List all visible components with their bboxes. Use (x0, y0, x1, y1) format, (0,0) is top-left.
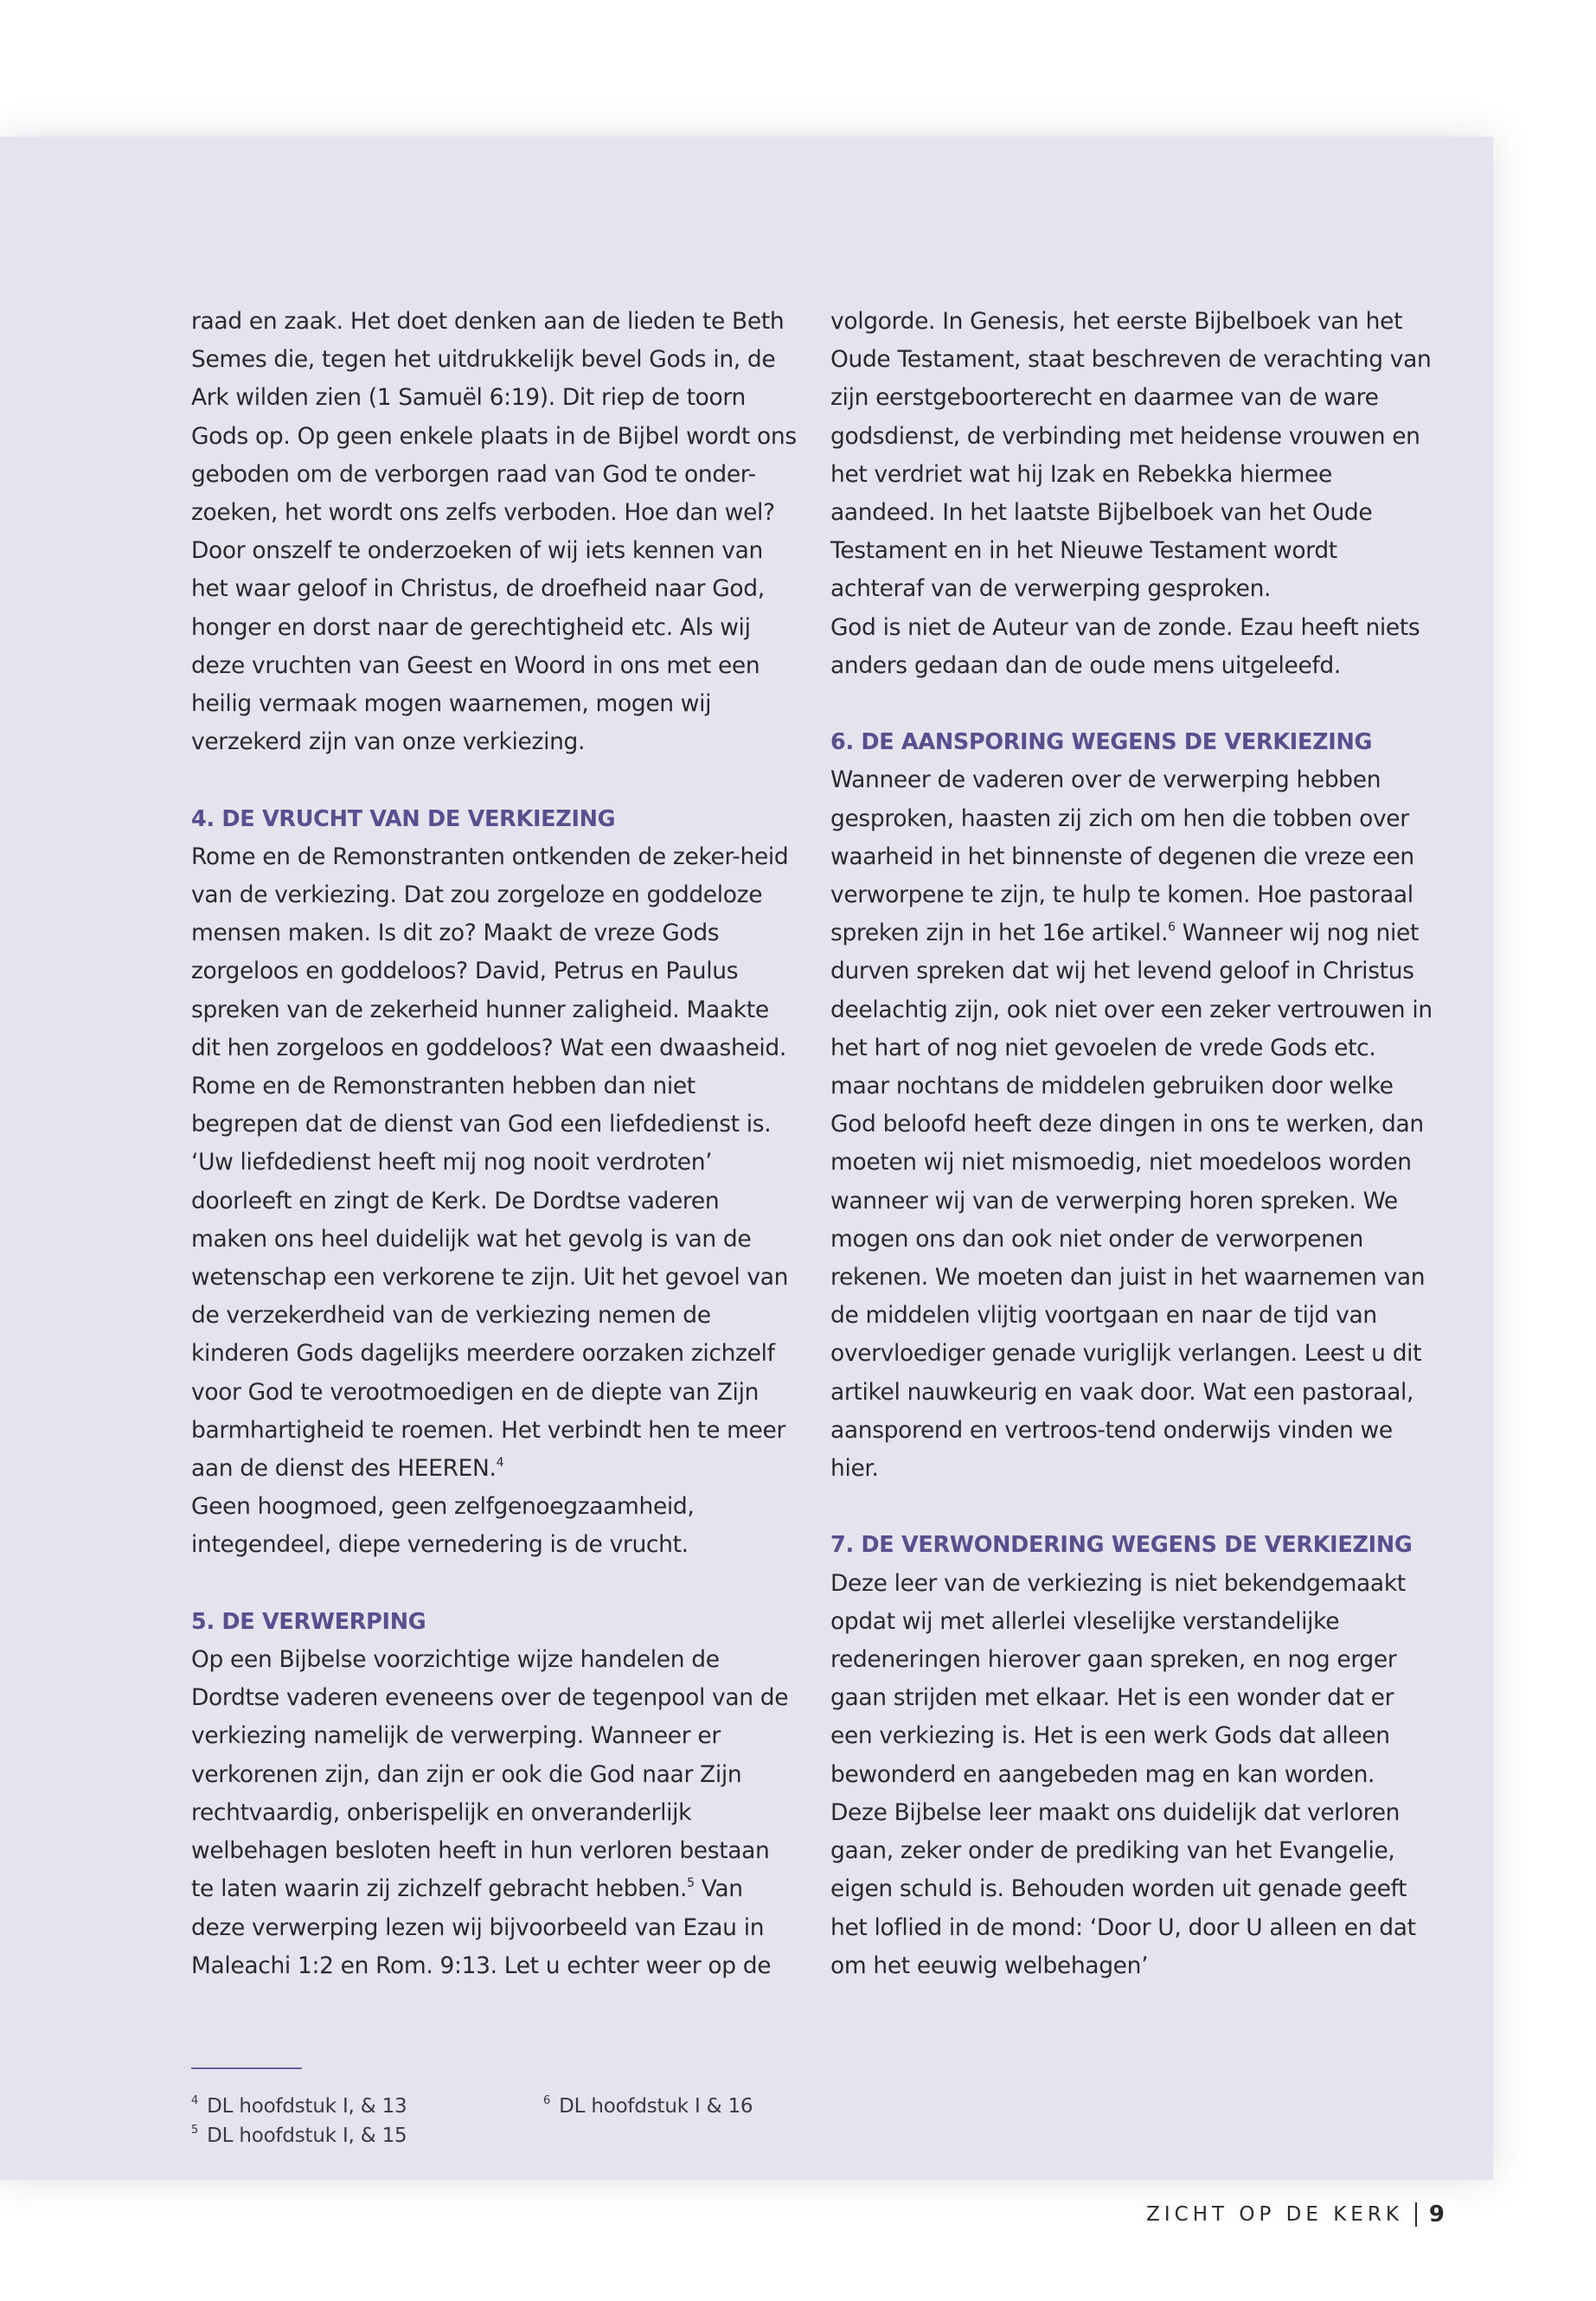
paragraph-god: God is niet de Auteur van de zonde. Ezau heeft niets anders gedaan dan de oude mens uitgeleefd. (830, 613, 1420, 679)
page-footer (1146, 2199, 1445, 2230)
footnote-5 (191, 2121, 407, 2150)
footnote-number: 5 (191, 2124, 199, 2137)
heading-7: 7. DE VERWONDERING WEGENS DE VERKIEZING (830, 1532, 1413, 1559)
footnote-number: 6 (543, 2094, 551, 2107)
footnote-ref-4[interactable]: 4 (496, 1456, 504, 1471)
footnote-text: DL hoofdstuk I, & 15 (207, 2125, 407, 2147)
paragraph-4 (191, 838, 797, 1488)
publication-name: ZICHT OP DE KERK (1146, 2203, 1403, 2226)
footnote-ref-5[interactable]: 5 (687, 1876, 695, 1891)
paragraph-5-text-cont: Van deze verwerping lezen wij bijvoorbeeld van Ezau in Maleachi 1:2 en Rom. 9:13. Let u echter weer op de (191, 1875, 772, 1979)
paragraph-4-text: Rome en de Remonstranten ontkenden de zeker-heid van de verkiezing. Dat zou zorgeloze en goddeloze mensen maken. Is dit zo? Maakt de vreze Gods zorgeloos en goddeloos? David, Petrus en Paulus spreken van de zekerheid hunner zaligheid. Maakte dit hen zorgeloos en goddeloos? Wat een dwaasheid. Rome en de Remonstranten hebben dan niet begrepen dat de dienst van God een liefdedienst is. ‘Uw liefdedienst heeft mij nog nooit verdroten’ doorleeft en zingt de Kerk. De Dordtse vaderen maken ons heel duidelijk wat het gevolg is van de wetenschap een verkorene te zijn. Uit het gevoel van de verzekerdheid van de verkiezing nemen de kinderen Gods dagelijks meerdere oorzaken zichzelf voor God te verootmoedigen en de diepte van Zijn barmhartigheid te roemen. Het verbindt hen te meer aan de dienst des HEEREN. (191, 843, 789, 1483)
footnotes-right (543, 2092, 753, 2121)
paragraph-5 (191, 1641, 797, 1985)
footnote-number: 4 (191, 2094, 199, 2107)
footnote-text: DL hoofdstuk I, & 13 (207, 2095, 407, 2118)
footnote-divider (191, 2067, 302, 2069)
heading-5: 5. DE VERWERPING (191, 1608, 426, 1635)
paragraph-intro: raad en zaak. Het doet denken aan de lieden te Beth Semes die, tegen het uitdrukkelijk bevel Gods in, de Ark wilden zien (1 Samuël 6:19). Dit riep de toorn Gods op. Op geen enkele plaats in de Bijbel wordt ons geboden om de verborgen raad van God te onder-zoeken, het wordt ons zelfs verboden. Hoe dan wel? Door onszelf te onderzoeken of wij iets kennen van het waar geloof in Christus, de droefheid naar God, honger en dorst naar de gerechtigheid etc. Als wij deze vruchten van Geest en Woord in ons met een heilig vermaak mogen waarnemen, mogen wij verzekerd zijn van onze verkiezing. (191, 308, 797, 756)
footnotes-left (191, 2092, 407, 2150)
left-column (191, 303, 797, 1985)
heading-6: 6. DE AANSPORING WEGENS DE VERKIEZING (830, 729, 1373, 756)
paragraph-5-text: Op een Bijbelse voorzichtige wijze handelen de Dordtse vaderen eveneens over de tegenpool van de verkiezing namelijk de verwerping. Wanneer er verkorenen zijn, dan zijn er ook die God naar Zijn rechtvaardig, onberispelijk en onveranderlijk welbehagen besloten heeft in hun verloren bestaan te laten waarin zij zichzelf gebracht hebben. (191, 1646, 789, 1903)
page-number: 9 (1428, 2202, 1445, 2227)
right-column (830, 303, 1436, 1985)
paragraph-4-conclusion: Geen hoogmoed, geen zelfgenoegzaamheid, integendeel, diepe vernedering is de vrucht. (191, 1493, 695, 1559)
footer-separator (1415, 2202, 1417, 2227)
footnote-6 (543, 2092, 753, 2121)
paragraph-6 (830, 761, 1436, 1488)
paragraph-6-text: Wanneer de vaderen over de verwerping hebben gesproken, haasten zij zich om hen die tobben over waarheid in het binnenste of degenen die vreze een verworpene te zijn, te hulp te komen. Hoe pastoraal spreken zijn in het 16e artikel. (830, 766, 1414, 947)
paragraph-continuation: volgorde. In Genesis, het eerste Bijbelboek van het Oude Testament, staat beschreven de verachting van zijn eerstgeboorterecht en daarmee van de ware godsdienst, de verbinding met heidense vrouwen en het verdriet wat hij Izak en Rebekka hiermee aandeed. In het laatste Bijbelboek van het Oude Testament en in het Nieuwe Testament wordt achteraf van de verwerping gesproken. (830, 308, 1432, 603)
heading-4: 4. DE VRUCHT VAN DE VERKIEZING (191, 805, 616, 832)
paragraph-6-text-cont: Wanneer wij nog niet durven spreken dat wij het levend geloof in Christus deelachtig zijn, ook niet over een zeker vertrouwen in het hart of nog niet gevoelen de vrede Gods etc. maar nochtans de middelen gebruiken door welke God beloofd heeft deze dingen in ons te werken, dan moeten wij niet mismoedig, niet moedeloos worden wanneer wij van de verwerping horen spreken. We mogen ons dan ook niet onder de verworpenen rekenen. We moeten dan juist in het waarnemen van de middelen vlijtig voortgaan en naar de tijd van overvloediger genade vuriglijk verlangen. Leest u dit artikel nauwkeurig en vaak door. Wat een pastoraal, aansporend en vertroos-tend onderwijs vinden we hier. (830, 920, 1433, 1483)
footnote-text: DL hoofdstuk I & 16 (559, 2095, 753, 2118)
paragraph-7: Deze leer van de verkiezing is niet bekendgemaakt opdat wij met allerlei vleselijke verstandelijke redeneringen hierover gaan spreken, en nog erger gaan strijden met elkaar. Het is een wonder dat er een verkiezing is. Het is een werk Gods dat alleen bewonderd en aangebeden mag en kan worden. Deze Bijbelse leer maakt ons duidelijk dat verloren gaan, zeker onder de prediking van het Evangelie, eigen schuld is. Behouden worden uit genade geeft het loflied in de mond: ‘Door U, door U alleen en dat om het eeuwig welbehagen’ (830, 1569, 1416, 1979)
footnote-ref-6[interactable]: 6 (1168, 920, 1176, 935)
footnote-4 (191, 2092, 407, 2121)
